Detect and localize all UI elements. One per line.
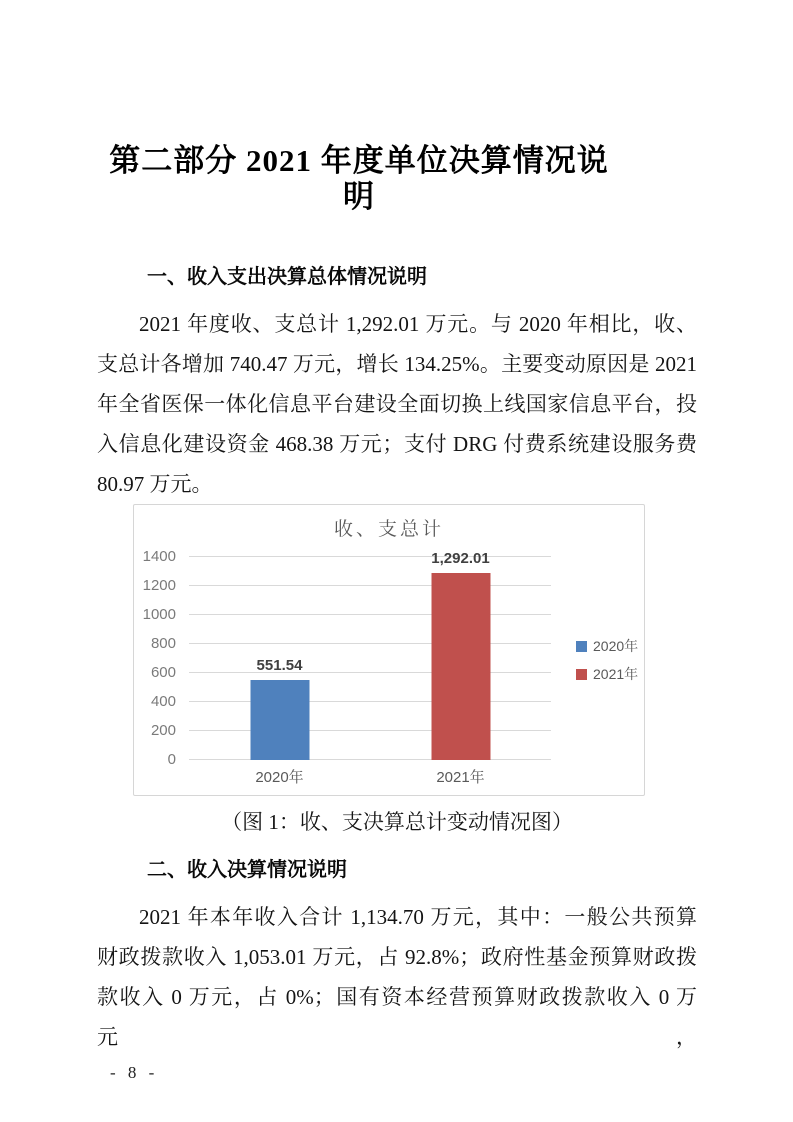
- legend-item: [576, 636, 638, 656]
- paragraph-line: 2021 年本年收入合计 1,134.70 万元，其中：一般公共预算: [139, 905, 697, 929]
- y-tick-label: 1400: [142, 548, 176, 565]
- document-title: 第二部分 2021 年度单位决算情况说明: [109, 143, 609, 214]
- paragraph-line: 入信息化建设资金 468.38 万元；支付 DRG 付费系统建设服务费: [97, 432, 697, 456]
- paragraph-line: 年全省医保一体化信息平台建设全面切换上线国家信息平台，投: [97, 392, 697, 416]
- legend-swatch: [576, 641, 587, 652]
- chart-legend: [576, 636, 638, 684]
- paragraph-line: 2021 年度收、支总计 1,292.01 万元。与 2020 年相比，收、: [139, 312, 697, 336]
- section1-heading: 一、收入支出决算总体情况说明: [147, 266, 427, 288]
- chart-bars: [189, 549, 551, 760]
- chart-plot-area: [189, 549, 551, 760]
- bar-2021年: [431, 573, 490, 760]
- paragraph-line: 财政拨款收入 1,053.01 万元，占 92.8%；政府性基金预算财政拨: [97, 945, 697, 969]
- paragraph-line: 80.97 万元。: [97, 472, 213, 496]
- chart-x-axis: [189, 766, 551, 787]
- y-tick-label: 600: [150, 664, 176, 681]
- chart-y-axis: [134, 548, 181, 768]
- section2-heading: 二、收入决算情况说明: [147, 859, 347, 881]
- x-tick-label: 2020年: [255, 769, 304, 786]
- bar-slot: [189, 557, 370, 760]
- y-tick-label: 0: [167, 751, 176, 768]
- figure-caption: （图 1：收、支决算总计变动情况图）: [221, 810, 573, 834]
- legend-label: 2020年: [593, 638, 639, 654]
- paragraph-line: 支总计各增加 740.47 万元，增长 134.25%。主要变动原因是 2021: [97, 352, 697, 376]
- bar-chart-figure: [133, 504, 645, 796]
- page-number: - 8 -: [110, 1063, 159, 1082]
- y-tick-label: 800: [150, 635, 176, 652]
- legend-swatch: [576, 669, 587, 680]
- y-tick-label: 400: [150, 693, 176, 710]
- paragraph-line: 款收入 0 万元，占 0%；国有资本经营预算财政拨款收入 0 万元，: [97, 985, 697, 1049]
- bar-2020年: [250, 680, 309, 760]
- section2-paragraph: [97, 897, 697, 1057]
- y-tick-label: 200: [150, 722, 176, 739]
- bar-value-label: 551.54: [256, 657, 303, 675]
- legend-item: [576, 664, 638, 684]
- bar-value-label: 1,292.01: [431, 549, 490, 567]
- bar-slot: [370, 549, 551, 760]
- y-tick-label: 1000: [142, 606, 176, 623]
- legend-label: 2021年: [593, 666, 639, 682]
- y-tick-label: 1200: [142, 577, 176, 594]
- x-tick-label: 2021年: [436, 769, 485, 786]
- section1-paragraph: [97, 304, 697, 504]
- chart-title: 收、支总计: [333, 519, 444, 540]
